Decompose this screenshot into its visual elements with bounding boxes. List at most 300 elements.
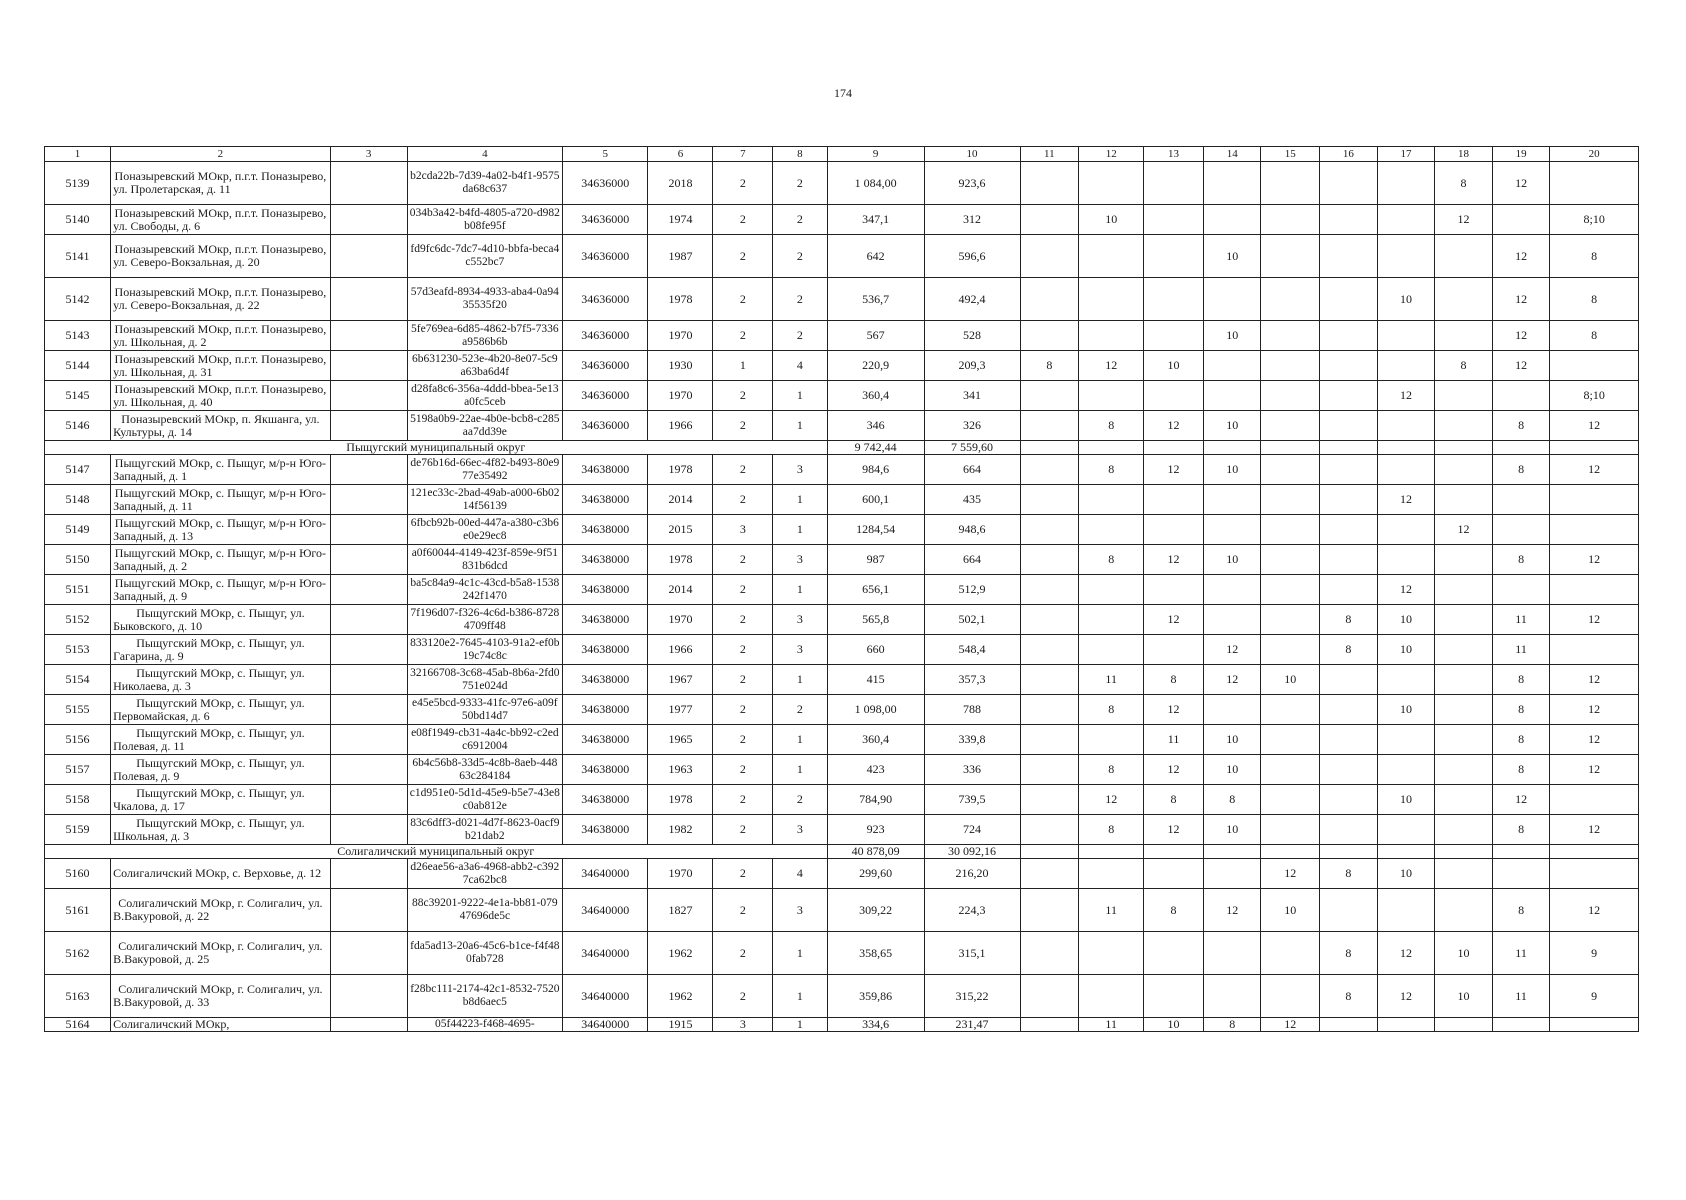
table-cell	[1203, 605, 1261, 635]
table-row	[45, 665, 1639, 695]
table-cell: 12	[1550, 665, 1639, 695]
table-cell: 11	[1492, 635, 1550, 665]
table-cell	[1377, 351, 1435, 381]
table-cell	[330, 932, 407, 975]
table-cell	[1203, 278, 1261, 321]
table-cell: 2	[713, 635, 773, 665]
table-cell: 8;10	[1550, 205, 1639, 235]
table-cell	[1435, 725, 1493, 755]
table-cell	[1144, 859, 1204, 889]
guid-cell: e45e5bcd-9333-41fc-97e6-a09f50bd14d7	[407, 695, 563, 725]
table-cell	[1320, 381, 1378, 411]
row-number-cell: 5150	[45, 545, 111, 575]
table-cell: 8	[1492, 455, 1550, 485]
table-cell	[1203, 975, 1261, 1018]
table-cell	[1203, 575, 1261, 605]
table-cell: 2014	[648, 575, 713, 605]
table-cell	[1261, 162, 1320, 205]
table-cell: 12	[1203, 889, 1261, 932]
table-cell	[1020, 441, 1079, 455]
table-header-row	[45, 147, 1639, 162]
table-cell: 548,4	[924, 635, 1020, 665]
row-number-cell: 5160	[45, 859, 111, 889]
table-cell: 12	[1550, 545, 1639, 575]
table-cell: 8	[1492, 695, 1550, 725]
table-cell: 8	[1492, 665, 1550, 695]
table-cell: 12	[1261, 859, 1320, 889]
column-header: 17	[1377, 147, 1435, 162]
table-cell	[1320, 411, 1378, 441]
table-cell: 34640000	[563, 1018, 648, 1032]
table-cell	[1320, 755, 1378, 785]
table-cell	[1020, 725, 1079, 755]
table-cell	[1020, 859, 1079, 889]
table-cell	[1435, 815, 1493, 845]
table-cell: 8	[1492, 545, 1550, 575]
table-cell	[1320, 515, 1378, 545]
address-cell: Пыщугский МОкр, с. Пыщуг, м/р-н Юго-Западный, д. 13	[111, 515, 331, 545]
row-number-cell: 5164	[45, 1018, 111, 1032]
table-cell	[1144, 205, 1204, 235]
table-cell: 8	[1079, 411, 1144, 441]
address-cell: Поназыревский МОкр, п.г.т. Поназырево, ул. Школьная, д. 2	[111, 321, 331, 351]
table-cell: 8	[1320, 859, 1378, 889]
table-cell	[1320, 695, 1378, 725]
table-cell: 12	[1377, 975, 1435, 1018]
table-cell: 12	[1550, 815, 1639, 845]
address-cell: Поназыревский МОкр, п.г.т. Поназырево, ул. Школьная, д. 31	[111, 351, 331, 381]
table-cell: 34638000	[563, 545, 648, 575]
table-cell: 12	[1377, 932, 1435, 975]
table-cell: 34638000	[563, 725, 648, 755]
table-cell: 339,8	[924, 725, 1020, 755]
column-header: 10	[924, 147, 1020, 162]
table-cell	[1377, 455, 1435, 485]
address-cell: Пыщугский МОкр, с. Пыщуг, ул. Полевая, д. 11	[111, 725, 331, 755]
table-cell	[1144, 845, 1204, 859]
table-cell: 34640000	[563, 932, 648, 975]
table-cell: 10	[1203, 455, 1261, 485]
table-cell: 34640000	[563, 859, 648, 889]
table-cell	[1261, 845, 1320, 859]
column-header: 4	[407, 147, 563, 162]
table-cell: 12	[1550, 455, 1639, 485]
table-cell	[330, 859, 407, 889]
table-cell: 8	[1320, 932, 1378, 975]
table-row	[45, 725, 1639, 755]
table-cell: 209,3	[924, 351, 1020, 381]
table-cell: 2	[713, 605, 773, 635]
table-cell	[1261, 455, 1320, 485]
table-cell: 12	[1144, 755, 1204, 785]
table-cell	[1320, 815, 1378, 845]
table-cell	[330, 455, 407, 485]
table-cell	[1320, 845, 1378, 859]
table-cell: 12	[1435, 515, 1493, 545]
table-row	[45, 278, 1639, 321]
table-cell: 34638000	[563, 755, 648, 785]
table-row	[45, 932, 1639, 975]
table-cell: 8	[1492, 815, 1550, 845]
table-cell	[1377, 441, 1435, 455]
table-cell	[1377, 1018, 1435, 1032]
table-cell	[1435, 859, 1493, 889]
guid-cell: 6b631230-523e-4b20-8e07-5c9a63ba6d4f	[407, 351, 563, 381]
table-cell	[1377, 321, 1435, 351]
table-row	[45, 635, 1639, 665]
column-header: 12	[1079, 147, 1144, 162]
table-cell	[1261, 205, 1320, 235]
table-cell: 435	[924, 485, 1020, 515]
table-cell	[1261, 635, 1320, 665]
table-cell	[1377, 725, 1435, 755]
table-cell: 2014	[648, 485, 713, 515]
table-cell	[1492, 1018, 1550, 1032]
address-cell: Поназыревский МОкр, п.г.т. Поназырево, ул. Северо-Вокзальная, д. 22	[111, 278, 331, 321]
guid-cell: 83c6dff3-d021-4d7f-8623-0acf9b21dab2	[407, 815, 563, 845]
address-cell: Пыщугский МОкр, с. Пыщуг, ул. Чкалова, д. 17	[111, 785, 331, 815]
table-cell: 8	[1079, 755, 1144, 785]
row-number-cell: 5145	[45, 381, 111, 411]
table-cell: 8	[1435, 162, 1493, 205]
guid-cell: 833120e2-7645-4103-91a2-ef0b19c74c8c	[407, 635, 563, 665]
table-row	[45, 859, 1639, 889]
table-cell: 600,1	[827, 485, 924, 515]
table-cell	[1079, 932, 1144, 975]
table-cell: 2018	[648, 162, 713, 205]
column-header: 20	[1550, 147, 1639, 162]
table-cell: 8	[1144, 665, 1204, 695]
table-cell	[330, 815, 407, 845]
table-cell: 2015	[648, 515, 713, 545]
table-cell: 11	[1079, 665, 1144, 695]
table-cell: 12	[1550, 605, 1639, 635]
table-cell: 415	[827, 665, 924, 695]
table-cell: 10	[1435, 932, 1493, 975]
table-cell: 10	[1203, 321, 1261, 351]
table-row	[45, 235, 1639, 278]
table-cell	[1144, 975, 1204, 1018]
table-row	[45, 975, 1639, 1018]
table-cell	[1261, 321, 1320, 351]
table-cell: 2	[713, 321, 773, 351]
table-cell: 8	[1320, 635, 1378, 665]
row-number-cell: 5144	[45, 351, 111, 381]
table-cell	[1203, 485, 1261, 515]
table-cell: 2	[713, 815, 773, 845]
column-header: 1	[45, 147, 111, 162]
table-cell: 8	[1144, 889, 1204, 932]
table-cell	[1492, 381, 1550, 411]
table-cell: 12	[1144, 545, 1204, 575]
table-cell: 1915	[648, 1018, 713, 1032]
table-cell	[1203, 695, 1261, 725]
table-cell	[1550, 575, 1639, 605]
address-cell: Солигаличский МОкр, г. Солигалич, ул. В.Вакуровой, д. 25	[111, 932, 331, 975]
table-cell: 987	[827, 545, 924, 575]
table-cell	[1020, 278, 1079, 321]
table-cell	[1261, 441, 1320, 455]
column-header: 14	[1203, 147, 1261, 162]
table-cell	[1020, 755, 1079, 785]
table-cell	[1492, 575, 1550, 605]
table-cell: 1	[773, 932, 827, 975]
table-cell: 10	[1144, 1018, 1204, 1032]
table-cell	[1492, 205, 1550, 235]
table-cell: 2	[713, 755, 773, 785]
table-cell	[1079, 515, 1144, 545]
table-cell	[1144, 575, 1204, 605]
table-cell	[330, 665, 407, 695]
table-row	[45, 815, 1639, 845]
row-number-cell: 5142	[45, 278, 111, 321]
table-cell: 923	[827, 815, 924, 845]
address-cell: Пыщугский МОкр, с. Пыщуг, м/р-н Юго-Западный, д. 2	[111, 545, 331, 575]
table-cell	[1320, 889, 1378, 932]
guid-cell: de76b16d-66ec-4f82-b493-80e977e35492	[407, 455, 563, 485]
table-cell: 220,9	[827, 351, 924, 381]
table-cell: 358,65	[827, 932, 924, 975]
table-cell: 8	[1550, 278, 1639, 321]
table-cell: 1 098,00	[827, 695, 924, 725]
table-cell: 8	[1550, 321, 1639, 351]
table-cell: 8	[1320, 975, 1378, 1018]
table-cell: 8;10	[1550, 381, 1639, 411]
table-cell: 502,1	[924, 605, 1020, 635]
table-cell	[1203, 162, 1261, 205]
table-cell	[1435, 665, 1493, 695]
table-cell	[1020, 235, 1079, 278]
address-cell: Пыщугский МОкр, с. Пыщуг, ул. Быковского, д. 10	[111, 605, 331, 635]
table-row	[45, 785, 1639, 815]
table-cell: 739,5	[924, 785, 1020, 815]
table-cell	[1320, 278, 1378, 321]
table-cell	[330, 381, 407, 411]
table-cell: 1	[773, 975, 827, 1018]
column-header: 7	[713, 147, 773, 162]
table-cell: 11	[1492, 975, 1550, 1018]
table-cell: 34638000	[563, 815, 648, 845]
table-cell: 34638000	[563, 575, 648, 605]
table-cell	[1079, 441, 1144, 455]
okrug-total: 40 878,09	[827, 845, 924, 859]
table-cell	[1020, 545, 1079, 575]
table-row	[45, 485, 1639, 515]
table-cell	[1020, 485, 1079, 515]
table-cell: 34638000	[563, 665, 648, 695]
table-cell: 2	[713, 455, 773, 485]
table-cell: 10	[1377, 695, 1435, 725]
table-cell: 12	[1492, 162, 1550, 205]
table-cell	[1320, 485, 1378, 515]
column-header: 16	[1320, 147, 1378, 162]
table-cell: 34638000	[563, 485, 648, 515]
table-row	[45, 575, 1639, 605]
table-cell: 34636000	[563, 381, 648, 411]
okrug-subtotal-row	[45, 441, 1639, 455]
table-cell	[1320, 235, 1378, 278]
table-cell: 12	[1492, 351, 1550, 381]
address-cell: Поназыревский МОкр, п.г.т. Поназырево, ул. Свободы, д. 6	[111, 205, 331, 235]
table-cell: 12	[1377, 575, 1435, 605]
table-cell	[1435, 411, 1493, 441]
table-cell: 8	[1550, 235, 1639, 278]
row-number-cell: 5152	[45, 605, 111, 635]
guid-cell: fd9fc6dc-7dc7-4d10-bbfa-beca4c552bc7	[407, 235, 563, 278]
table-cell: 11	[1492, 605, 1550, 635]
table-cell: 1	[773, 1018, 827, 1032]
table-cell	[1320, 205, 1378, 235]
table-cell: 788	[924, 695, 1020, 725]
table-cell: 1974	[648, 205, 713, 235]
table-cell: 12	[1377, 485, 1435, 515]
column-header: 5	[563, 147, 648, 162]
table-cell	[1435, 381, 1493, 411]
table-cell	[1261, 932, 1320, 975]
table-cell: 1	[773, 665, 827, 695]
table-cell	[1261, 755, 1320, 785]
table-cell	[1079, 859, 1144, 889]
table-cell	[330, 725, 407, 755]
table-cell	[1203, 351, 1261, 381]
table-cell	[1079, 605, 1144, 635]
row-number-cell: 5159	[45, 815, 111, 845]
table-cell: 1	[773, 381, 827, 411]
table-cell	[1377, 162, 1435, 205]
table-cell: 34636000	[563, 205, 648, 235]
table-cell: 12	[1079, 785, 1144, 815]
address-cell: Пыщугский МОкр, с. Пыщуг, м/р-н Юго-Западный, д. 1	[111, 455, 331, 485]
table-cell: 12	[1144, 605, 1204, 635]
table-cell	[1079, 278, 1144, 321]
table-cell	[1320, 321, 1378, 351]
table-cell	[1144, 162, 1204, 205]
table-cell: 34640000	[563, 889, 648, 932]
table-cell	[1261, 515, 1320, 545]
table-cell: 536,7	[827, 278, 924, 321]
table-cell	[1435, 485, 1493, 515]
table-cell: 2	[713, 665, 773, 695]
table-cell	[1020, 932, 1079, 975]
table-cell	[1079, 845, 1144, 859]
table-cell	[1261, 725, 1320, 755]
table-cell: 34636000	[563, 411, 648, 441]
table-cell	[1435, 889, 1493, 932]
table-cell: 8	[1492, 725, 1550, 755]
table-cell: 664	[924, 455, 1020, 485]
table-cell	[1261, 815, 1320, 845]
table-cell: 12	[1079, 351, 1144, 381]
table-cell	[1435, 695, 1493, 725]
table-cell: 2	[773, 205, 827, 235]
table-cell	[1203, 515, 1261, 545]
table-cell	[1020, 515, 1079, 545]
table-cell: 12	[1203, 665, 1261, 695]
table-cell	[1377, 845, 1435, 859]
table-cell: 3	[773, 545, 827, 575]
column-header: 13	[1144, 147, 1204, 162]
table-cell	[1144, 932, 1204, 975]
table-cell: 359,86	[827, 975, 924, 1018]
table-cell: 10	[1377, 635, 1435, 665]
table-cell	[330, 485, 407, 515]
table-cell: 11	[1079, 1018, 1144, 1032]
table-cell	[1550, 162, 1639, 205]
table-cell	[1203, 381, 1261, 411]
table-cell: 34638000	[563, 455, 648, 485]
table-cell: 2	[773, 162, 827, 205]
table-cell	[1492, 485, 1550, 515]
column-header: 3	[330, 147, 407, 162]
table-cell	[1079, 321, 1144, 351]
row-number-cell: 5154	[45, 665, 111, 695]
table-cell	[1020, 1018, 1079, 1032]
table-cell: 1978	[648, 545, 713, 575]
table-cell: 2	[773, 235, 827, 278]
guid-cell: 6b4c56b8-33d5-4c8b-8aeb-44863c284184	[407, 755, 563, 785]
table-cell: 11	[1144, 725, 1204, 755]
table-cell: 565,8	[827, 605, 924, 635]
table-row	[45, 755, 1639, 785]
table-cell: 2	[713, 932, 773, 975]
table-cell: 34636000	[563, 321, 648, 351]
table-cell	[1435, 278, 1493, 321]
table-cell: 10	[1377, 605, 1435, 635]
table-cell	[1550, 785, 1639, 815]
guid-cell: d26eae56-a3a6-4968-abb2-c3927ca62bc8	[407, 859, 563, 889]
table-cell: 10	[1261, 889, 1320, 932]
table-cell: 2	[713, 411, 773, 441]
table-cell	[1435, 321, 1493, 351]
table-cell: 8	[1020, 351, 1079, 381]
table-cell: 1	[773, 485, 827, 515]
table-cell	[1550, 441, 1639, 455]
table-cell	[1079, 575, 1144, 605]
table-row	[45, 411, 1639, 441]
table-cell: 8	[1203, 785, 1261, 815]
row-number-cell: 5143	[45, 321, 111, 351]
table-cell	[1320, 455, 1378, 485]
table-cell: 2	[713, 485, 773, 515]
table-cell: 326	[924, 411, 1020, 441]
row-number-cell: 5158	[45, 785, 111, 815]
table-cell	[1261, 351, 1320, 381]
row-number-cell: 5148	[45, 485, 111, 515]
table-cell	[1550, 845, 1639, 859]
table-cell: 12	[1203, 635, 1261, 665]
table-cell	[1203, 845, 1261, 859]
table-cell	[330, 889, 407, 932]
guid-cell: 7f196d07-f326-4c6d-b386-87284709ff48	[407, 605, 563, 635]
table-cell: 948,6	[924, 515, 1020, 545]
table-cell: 3	[773, 635, 827, 665]
table-cell	[1020, 815, 1079, 845]
table-cell: 492,4	[924, 278, 1020, 321]
table-cell: 2	[713, 725, 773, 755]
table-cell	[1550, 351, 1639, 381]
table-cell: 8	[1435, 351, 1493, 381]
table-cell	[330, 635, 407, 665]
table-cell	[1435, 545, 1493, 575]
table-cell	[1320, 665, 1378, 695]
okrug-name: Солигаличский муниципальный округ	[45, 845, 828, 859]
table-cell	[1435, 635, 1493, 665]
table-cell: 8	[1079, 545, 1144, 575]
table-cell: 1827	[648, 889, 713, 932]
table-cell: 299,60	[827, 859, 924, 889]
table-cell: 8	[1079, 455, 1144, 485]
table-cell: 2	[713, 162, 773, 205]
